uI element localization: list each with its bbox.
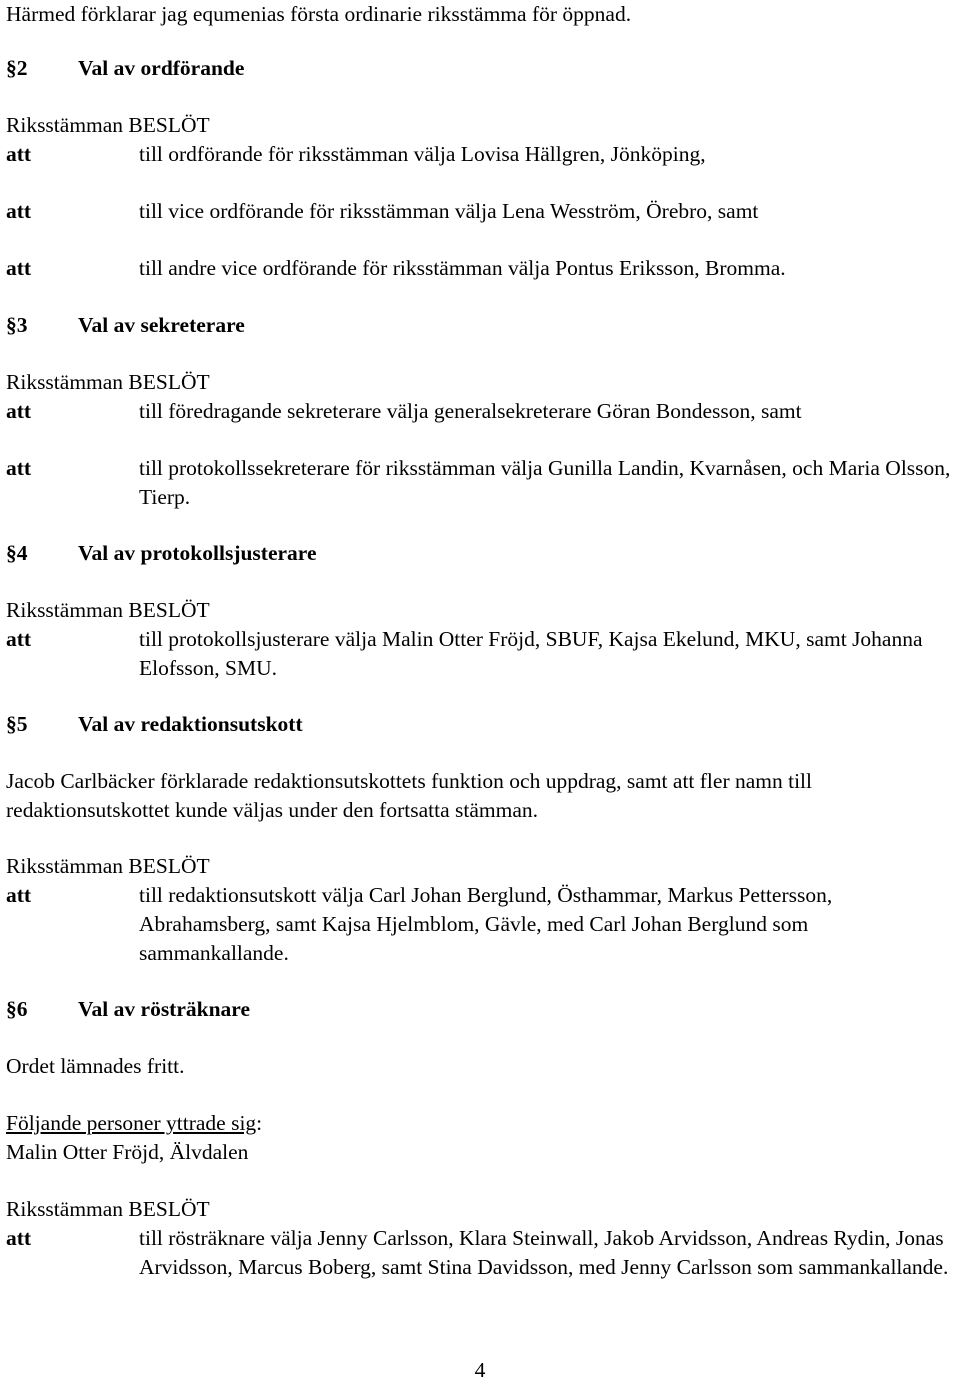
section-number: §3 — [6, 313, 28, 337]
speaker-name: Malin Otter Fröjd, Älvdalen — [6, 1140, 249, 1164]
section-title: Val av protokollsjusterare — [78, 541, 317, 565]
speakers-heading — [6, 1109, 262, 1138]
section-title: Val av rösträknare — [78, 997, 250, 1021]
decision-label: Riksstämman BESLÖT — [6, 598, 210, 622]
att-text: till redaktionsutskott välja Carl Johan Berglund, Östhammar, Markus Pettersson, Abrahamsberg, samt Kajsa Hjelmblom, Gävle, med Carl Johan Berglund som sammankallande. — [139, 883, 833, 965]
section-number: §5 — [6, 712, 28, 736]
att-text: till vice ordförande för riksstämman välja Lena Wesström, Örebro, samt — [139, 199, 759, 223]
section-heading-2 — [6, 54, 244, 83]
decision-label: Riksstämman BESLÖT — [6, 854, 210, 878]
section-title: Val av ordförande — [78, 56, 245, 80]
speakers-heading-colon: : — [256, 1111, 263, 1135]
speakers-heading-text: Följande personer yttrade sig — [6, 1111, 257, 1135]
decision-item — [6, 1224, 958, 1282]
decision-item — [6, 197, 958, 226]
section-number: §2 — [6, 56, 28, 80]
att-label: att — [6, 399, 32, 423]
decision-item — [6, 625, 958, 683]
att-label: att — [6, 456, 32, 480]
decision-item — [6, 881, 958, 968]
att-label: att — [6, 627, 32, 651]
att-text: till ordförande för riksstämman välja Lovisa Hällgren, Jönköping, — [139, 142, 706, 166]
page-number: 4 — [474, 1358, 486, 1382]
att-text: till protokollsjusterare välja Malin Otter Fröjd, SBUF, Kajsa Ekelund, MKU, samt Johanna Elofsson, SMU. — [139, 627, 923, 680]
decision-label: Riksstämman BESLÖT — [6, 1197, 210, 1221]
att-text: till protokollssekreterare för riksstämman välja Gunilla Landin, Kvarnåsen, och Maria Olsson, Tierp. — [139, 456, 951, 509]
section-title: Val av sekreterare — [78, 313, 245, 337]
att-text: till andre vice ordförande för riksstämman välja Pontus Eriksson, Bromma. — [139, 256, 786, 280]
att-label: att — [6, 883, 32, 907]
att-label: att — [6, 199, 32, 223]
section-heading-3 — [6, 311, 245, 340]
decision-item — [6, 397, 958, 426]
att-label: att — [6, 1226, 32, 1250]
decision-item — [6, 140, 958, 169]
att-text: till rösträknare välja Jenny Carlsson, Klara Steinwall, Jakob Arvidsson, Andreas Rydin, Jonas Arvidsson, Marcus Boberg, samt Stina Davidsson, med Jenny Carlsson som sammankallande. — [139, 1226, 949, 1279]
section-heading-4 — [6, 539, 317, 568]
section-number: §6 — [6, 997, 28, 1021]
decision-label: Riksstämman BESLÖT — [6, 113, 210, 137]
att-label: att — [6, 256, 32, 280]
intro-text: Härmed förklarar jag equmenias första ordinarie riksstämma för öppnad. — [6, 2, 632, 26]
section-paragraph: Ordet lämnades fritt. — [6, 1054, 185, 1078]
att-text: till föredragande sekreterare välja generalsekreterare Göran Bondesson, samt — [139, 399, 802, 423]
section-title: Val av redaktionsutskott — [78, 712, 303, 736]
section-heading-6 — [6, 995, 250, 1024]
decision-label: Riksstämman BESLÖT — [6, 370, 210, 394]
section-paragraph: Jacob Carlbäcker förklarade redaktionsutskottets funktion och uppdrag, samt att fler namn till redaktionsutskottet kunde väljas under den fortsatta stämman. — [6, 769, 813, 822]
section-heading-5 — [6, 710, 303, 739]
section-number: §4 — [6, 541, 28, 565]
decision-item — [6, 254, 958, 283]
att-label: att — [6, 142, 32, 166]
decision-item — [6, 454, 958, 512]
